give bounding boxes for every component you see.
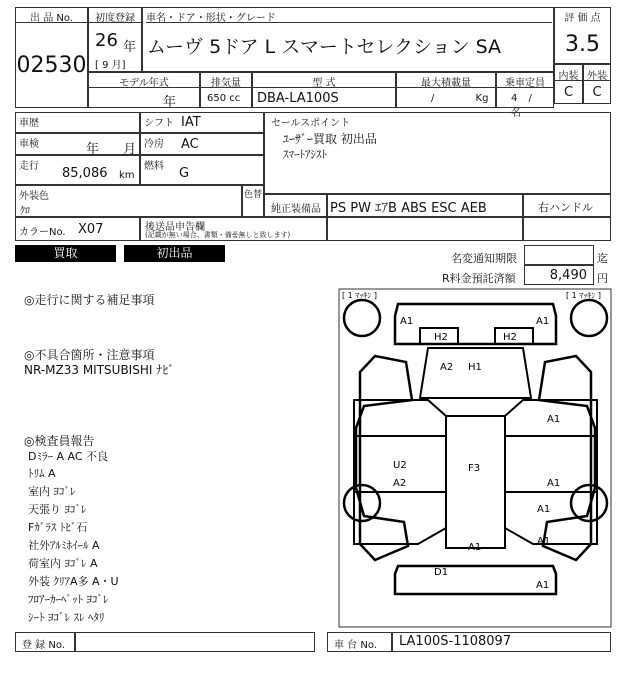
recycle-label: R料金預託済額 — [442, 272, 516, 285]
damage-mark: A1 — [468, 542, 482, 553]
wheel-front-right — [571, 300, 607, 336]
exterior-grade: C — [592, 85, 602, 100]
inspector-item: 荷室内 ﾖｺﾞﾚ A — [28, 557, 98, 570]
damage-mark: A2 — [440, 362, 454, 373]
damage-mark: A1 — [537, 504, 551, 515]
shift: IAT — [181, 115, 201, 130]
docs-note: (記載が無い場合、書類・備품無しと致します) — [145, 231, 291, 239]
buyout-banner: 買取 — [15, 245, 116, 262]
exterior-label: 外装 — [584, 67, 610, 81]
exterior-grade-cell — [583, 64, 611, 104]
defect-notes-label: ◎不具合箇所・注意事項 — [24, 348, 155, 362]
inspector-item: 外装 ｸﾘｱA多 A・U — [28, 575, 119, 588]
wheel-front-left — [344, 300, 380, 336]
reg-number-cell — [15, 632, 75, 652]
mileage-cell — [15, 155, 140, 185]
damage-mark: A1 — [400, 316, 414, 327]
equipment-label-cell — [264, 194, 327, 217]
first-listing-banner: 初出品 — [124, 245, 225, 262]
name-change-label: 名変通知期限 — [451, 252, 517, 265]
rear-bumper — [395, 566, 556, 594]
inspector-item: ｼｰﾄ ﾖｺﾞﾚ ｽﾚ ﾍﾀﾘ — [28, 611, 105, 624]
score-label: 評 価 点 — [564, 13, 601, 24]
shaken-value: 年 月 — [86, 142, 137, 157]
history-label: 車歴 — [19, 118, 39, 129]
mileage-unit: km — [119, 170, 135, 181]
selling-points-label: セールスポイント — [271, 118, 351, 129]
max-load-cell — [396, 72, 496, 108]
defect-text: NR-MZ33 MITSUBISHI ﾅﾋﾞ — [24, 363, 175, 377]
shift-cell — [140, 112, 264, 133]
recycle-value: 8,490 — [549, 268, 587, 283]
inspector-item: 室内 ﾖｺﾞﾚ — [28, 485, 76, 498]
docs-label: 後送品申告欄 — [145, 222, 205, 233]
damage-mark: A1 — [536, 580, 550, 591]
color-no-cell — [15, 217, 140, 241]
wheel-rear-left — [344, 485, 380, 521]
corner-note-left: [ 1 ﾏｯｷﾝ ] — [342, 291, 377, 300]
fuel-cell — [140, 155, 264, 185]
model-year-cell — [88, 72, 200, 108]
handle-cell — [523, 194, 611, 217]
displacement-cell — [200, 72, 252, 108]
model-year-label: モデル年式 — [89, 74, 199, 88]
damage-mark: A1 — [536, 316, 550, 327]
selling-point-2: ｽﾏｰﾄｱｼｽﾄ — [283, 148, 327, 161]
name-change-box — [524, 245, 594, 265]
equipment-cell — [327, 194, 523, 217]
ac-label: 冷房 — [144, 139, 164, 150]
ac: AC — [181, 137, 199, 152]
roof-panel — [446, 416, 505, 548]
inspector-item: Dﾐﾗｰ A AC 不良 — [28, 450, 108, 463]
max-load: / Kg — [431, 93, 489, 104]
name-change-unit: 迄 — [597, 252, 608, 265]
model-code-cell — [252, 72, 396, 108]
steering-side: 右ハンドル — [538, 201, 593, 214]
fuel: G — [179, 166, 190, 181]
interior-grade: C — [563, 85, 574, 100]
displacement-label: 排気量 — [201, 74, 251, 88]
max-load-label: 最大積載量 — [397, 74, 495, 88]
chassis-cell — [327, 632, 392, 652]
first-registration-cell — [88, 7, 142, 72]
reg-number-label: 登 録 No. — [22, 640, 65, 651]
capacity-cell — [496, 72, 554, 119]
color-no: X07 — [78, 222, 104, 237]
recolor-cell — [242, 185, 264, 217]
docs-cell — [140, 217, 327, 241]
inspector-report-label: ◎検査員報告 — [24, 434, 95, 448]
lot-number-cell — [15, 7, 88, 108]
model-code-label: 型 式 — [253, 74, 395, 88]
inspector-item: ﾌﾛｱｰｶｰﾍﾟｯﾄ ﾖｺﾞﾚ — [28, 593, 109, 606]
interior-grade-cell — [554, 64, 583, 104]
right-rear-panel — [505, 492, 597, 544]
ext-color-cell — [15, 185, 242, 217]
hood-panel — [420, 348, 531, 398]
car-description-cell — [142, 7, 554, 72]
model-code: DBA-LA100S — [257, 91, 339, 106]
registration-year-unit: 年 — [123, 40, 137, 55]
registration-month: [ 9 月] — [95, 60, 126, 71]
recycle-box — [524, 265, 594, 285]
shaken-label: 車検 — [19, 139, 39, 150]
wheel-rear-right — [571, 485, 607, 521]
damage-mark: A1 — [537, 536, 551, 547]
score-cell — [554, 7, 611, 64]
color-no-label: カラーNo. — [19, 227, 66, 238]
recycle-unit: 円 — [597, 272, 608, 285]
damage-mark: A1 — [547, 478, 561, 489]
capacity: 4 / 名 — [511, 93, 532, 119]
capacity-label: 乗車定員 — [497, 74, 553, 88]
damage-mark: H2 — [503, 332, 517, 343]
damage-mark: H1 — [468, 362, 482, 373]
interior-label: 内装 — [555, 67, 582, 81]
model-year-unit: 年 — [163, 95, 177, 110]
corner-note-right: [ 1 ﾏｯｷﾝ ] — [566, 291, 601, 300]
equipment: PS PW ｴｱB ABS ESC AEB — [330, 201, 487, 216]
ac-cell — [140, 133, 264, 155]
car-name: ムーヴ 5ドア L スマートセレクション SA — [147, 36, 502, 58]
shift-label: シフト — [144, 118, 174, 129]
chassis-label: 車 台 No. — [334, 640, 377, 651]
chassis-value-cell — [392, 632, 611, 652]
ext-color: ｸﾛ — [20, 206, 30, 217]
lot-number-label: 出 品 No. — [16, 9, 87, 23]
reg-number-value — [75, 632, 315, 652]
history-cell — [15, 112, 140, 133]
docs-space-2 — [523, 217, 611, 241]
chassis-number: LA100S-1108097 — [399, 634, 512, 649]
displacement: 650 cc — [207, 93, 241, 104]
damage-mark: H2 — [434, 332, 448, 343]
equipment-label: 純正装備品 — [271, 204, 321, 215]
damage-mark: F3 — [468, 463, 481, 474]
left-side-body — [356, 356, 412, 560]
selling-points-cell — [264, 112, 611, 194]
first-registration-label: 初度登録 — [89, 9, 141, 23]
damage-mark: A1 — [547, 414, 561, 425]
left-rear-panel — [354, 492, 446, 544]
registration-year: 26 — [95, 30, 118, 51]
car-description-label: 車名・ドア・形状・グレード — [146, 9, 552, 23]
fuel-label: 燃料 — [144, 161, 164, 172]
mileage-label: 走行 — [19, 161, 39, 172]
selling-point-1: ﾕｰｻﾞｰ買取 初出品 — [283, 132, 377, 146]
driving-notes-label: ◎走行に関する補足事項 — [24, 293, 155, 307]
ext-color-label: 外装色 — [19, 191, 49, 202]
right-side-body — [539, 356, 595, 560]
docs-space-1 — [327, 217, 523, 241]
mileage: 85,086 — [62, 166, 108, 181]
inspector-item: ﾄﾘﾑ A — [28, 467, 56, 480]
car-condition-diagram — [338, 288, 613, 628]
score-value: 3.5 — [565, 32, 600, 57]
shaken-cell — [15, 133, 140, 155]
damage-mark: A2 — [393, 478, 407, 489]
inspector-item: 天張り ﾖｺﾞﾚ — [28, 503, 87, 516]
inspector-item: 社外ｱﾙﾐﾎｲｰﾙ A — [28, 539, 100, 552]
damage-mark: U2 — [393, 460, 407, 471]
inspector-item: Fｶﾞﾗｽ ﾄﾋﾞ石 — [28, 521, 88, 534]
recolor-label: 色替 — [244, 190, 263, 200]
lot-number: 02530 — [16, 53, 87, 78]
damage-mark: D1 — [434, 567, 449, 578]
